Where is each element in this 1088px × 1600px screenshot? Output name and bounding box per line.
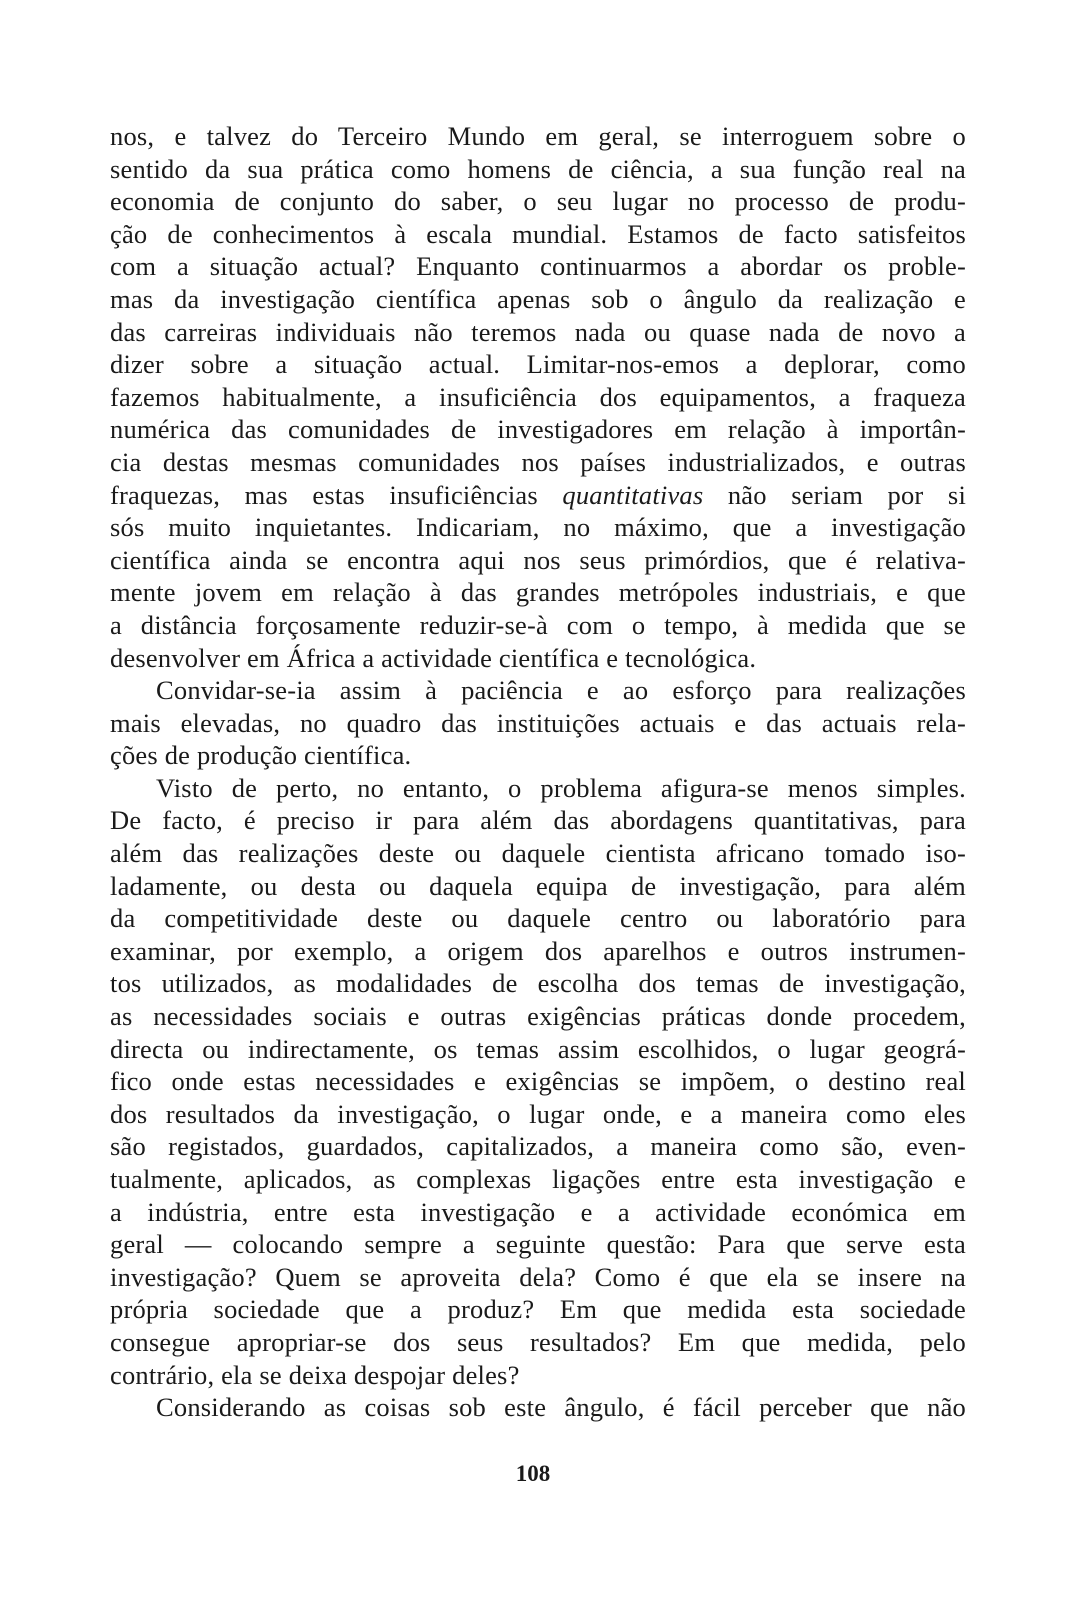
text-line: sentido da sua prática como homens de ciência, a sua função real na — [110, 153, 966, 184]
text-line: Visto de perto, no entanto, o problema afigura-se menos simples. — [156, 772, 966, 803]
text-line: tualmente, aplicados, as complexas ligações entre esta investigação e — [110, 1164, 966, 1194]
text-line: as necessidades sociais e outras exigências práticas donde procedem, — [110, 1001, 966, 1032]
text-line: a indústria, entre esta investigação e a actividade económica em — [110, 1196, 966, 1227]
text-line: De facto, é preciso ir para além das abordagens quantitativas, para — [110, 805, 966, 836]
text-line: própria sociedade que a produz? Em que medida esta sociedade — [110, 1294, 966, 1325]
text-line: fazemos habitualmente, a insuficiência dos equipamentos, a fraqueza — [110, 381, 966, 412]
text-line: a distância forçosamente reduzir-se-à com o tempo, à medida que se — [110, 609, 966, 640]
text-line: das carreiras individuais não teremos nada ou quase nada de novo a — [110, 316, 966, 347]
text-line — [110, 479, 966, 512]
text-line: examinar, por exemplo, a origem dos aparelhos e outros instrumen- — [110, 935, 966, 966]
text-line: ladamente, ou desta ou daquela equipa de investigação, para além — [110, 870, 966, 901]
text-line: mas da investigação científica apenas sob o ângulo da realização e — [110, 283, 966, 314]
text-line: da competitividade deste ou daquele centro ou laboratório para — [110, 903, 966, 934]
text-line: contrário, ela se deixa despojar deles? — [110, 1359, 520, 1390]
text-line: mais elevadas, no quadro das instituições actuais e das actuais rela- — [110, 707, 966, 738]
text-line: Convidar-se-ia assim à paciência e ao esforço para realizações — [156, 675, 966, 706]
text-line: directa ou indirectamente, os temas assim escolhidos, o lugar geográ- — [110, 1033, 966, 1064]
text-line: dizer sobre a situação actual. Limitar-nos-emos a deplorar, como — [110, 349, 966, 380]
body-text — [110, 120, 966, 1424]
text-line: fico onde estas necessidades e exigências se impõem, o destino real — [110, 1066, 966, 1097]
text-line: consegue apropriar-se dos seus resultados? Em que medida, pelo — [110, 1326, 966, 1357]
text-segment: não seriam por si — [703, 479, 967, 510]
text-line: investigação? Quem se aproveita dela? Como é que ela se insere na — [110, 1261, 966, 1292]
text-line: dos resultados da investigação, o lugar onde, e a maneira como eles — [110, 1098, 966, 1129]
italic-emphasis: quantitativas — [562, 479, 704, 510]
text-line: desenvolver em África a actividade científica e tecnológica. — [110, 642, 757, 673]
text-line: nos, e talvez do Terceiro Mundo em geral, se interroguem sobre o — [110, 121, 966, 151]
text-line: mente jovem em relação à das grandes metrópoles industriais, e que — [110, 577, 966, 608]
text-line: além das realizações deste ou daquele cientista africano tomado iso- — [110, 838, 966, 869]
text-line: sós muito inquietantes. Indicariam, no máximo, que a investigação — [110, 512, 966, 543]
text-segment: fraquezas, mas estas insuficiências — [110, 479, 563, 510]
text-line: numérica das comunidades de investigadores em relação à importân- — [110, 414, 966, 445]
text-line: Considerando as coisas sob este ângulo, é fácil perceber que não — [156, 1392, 966, 1423]
text-line: com a situação actual? Enquanto continuarmos a abordar os proble- — [110, 251, 966, 282]
text-line: geral — colocando sempre a seguinte questão: Para que serve esta — [110, 1229, 966, 1260]
text-line: cia destas mesmas comunidades nos países industrializados, e outras — [110, 446, 966, 477]
text-line: são registados, guardados, capitalizados, a maneira como são, even- — [110, 1131, 966, 1162]
text-line: ção de conhecimentos à escala mundial. Estamos de facto satisfeitos — [110, 218, 966, 249]
page-number: 108 — [515, 1461, 551, 1486]
text-line: economia de conjunto do saber, o seu lugar no processo de produ- — [110, 186, 966, 217]
text-line: tos utilizados, as modalidades de escolha dos temas de investigação, — [110, 968, 966, 999]
text-line: científica ainda se encontra aqui nos seus primórdios, que é relativa- — [110, 544, 966, 575]
text-line: ções de produção científica. — [110, 740, 412, 771]
